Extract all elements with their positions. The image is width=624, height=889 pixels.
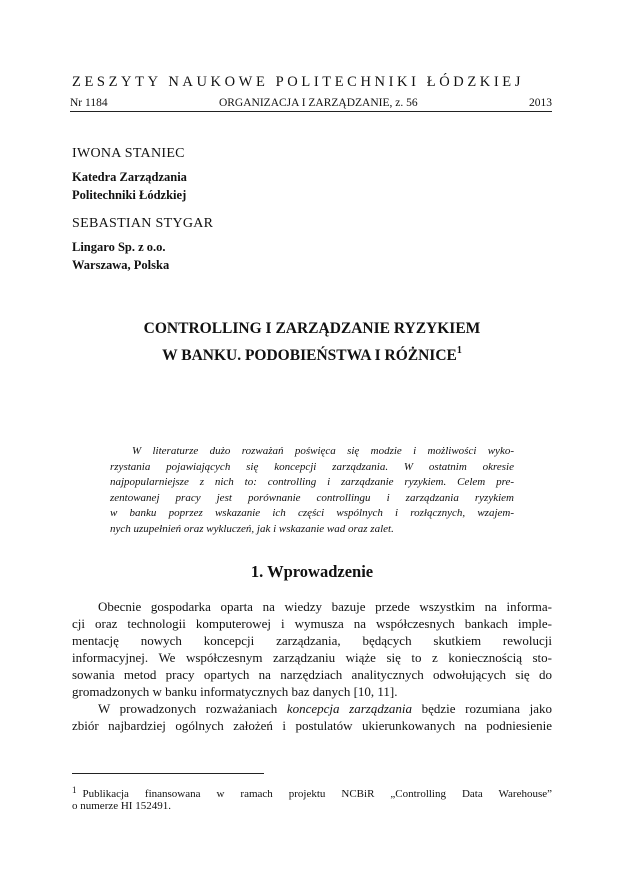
author-affiliation-2 [72, 238, 169, 274]
title-line-2 [72, 340, 552, 367]
abstract-line: zentowanej pracy jest porównanie controllingu i zarządzania ryzykiem [110, 491, 514, 504]
emphasis-term: koncepcja zarządzania [286, 701, 412, 716]
affiliation-line: Lingaro Sp. z o.o. [72, 240, 166, 254]
body-line: zbiór najbardziej ogólnych założeń i postulatów ukierunkowanych na podniesienie [72, 718, 552, 733]
body-line: cji oraz technologii komputerowej i wymusza na współczesnych bankach imple- [72, 616, 552, 631]
issue-year: 2013 [529, 97, 552, 109]
abstract-line: W literaturze dużo rozważań poświęca się modzie i możliwości wyko- [132, 445, 514, 457]
section-heading: 1. Wprowadzenie [250, 562, 374, 581]
abstract-line: nych uzupełnień oraz wykluczeń, jak i wskazanie wad oraz zalet. [110, 522, 394, 535]
abstract-line: rzystania pojawiających się koncepcji zarządzania. W ostatnim okresie [110, 460, 514, 473]
footnote-rule [72, 773, 264, 774]
body-line: mentację nowych koncepcji zarządzania, będących skutkiem rewolucji [72, 633, 552, 648]
issue-line [70, 97, 552, 112]
abstract-line: w banku poprzez wskazanie ich części wspólnych i rozłącznych, wzajem- [110, 507, 514, 519]
body-line: Obecnie gospodarka oparta na wiedzy bazuje przede wszystkim na informa- [98, 599, 552, 614]
body-line: sowania metod pracy opartych na narzędziach analitycznych odwołujących się do [72, 667, 552, 682]
footnote-text: Publikacja finansowana w ramach projektu NCBiR „Controlling Data Warehouse” [82, 788, 552, 800]
issue-number: Nr 1184 [70, 97, 108, 109]
issue-series: ORGANIZACJA I ZARZĄDZANIE, z. 56 [218, 97, 418, 109]
abstract-line: najpopularniejsze z nich to: controlling i zarządzanie ryzykiem. Celem pre- [110, 476, 514, 488]
body-line: gromadzonych w banku informatycznych baz danych [10, 11]. [72, 684, 398, 699]
affiliation-line: Katedra Zarządzania [72, 170, 187, 184]
paper-title [72, 318, 552, 367]
affiliation-line: Warszawa, Polska [72, 258, 170, 272]
footnote-mark: 1 [72, 785, 77, 795]
affiliation-line: Politechniki Łódzkiej [72, 188, 187, 202]
body-text-run: będzie rozumiana jako [412, 701, 552, 716]
body-text [72, 598, 552, 734]
footnote-line: o numerze HI 152491. [72, 800, 171, 812]
journal-title: ZESZYTY NAUKOWE POLITECHNIKI ŁÓDZKIEJ [72, 74, 525, 90]
title-line-2-text: W BANKU. PODOBIEŃSTWA I RÓŻNICE [162, 347, 457, 364]
author-affiliation-1 [72, 168, 187, 204]
abstract [110, 444, 514, 537]
footnote-line [72, 782, 552, 798]
body-text-run: W prowadzonych rozważaniach [98, 701, 287, 716]
body-line-with-emphasis [72, 700, 552, 717]
title-footnote-mark[interactable]: 1 [456, 345, 462, 356]
footnote [72, 782, 552, 814]
author-name-1: IWONA STANIEC [72, 146, 185, 161]
author-name-2: SEBASTIAN STYGAR [72, 216, 214, 231]
body-line: informacyjnej. We współczesnym zarządzaniu wiąże się to z koniecznością sto- [72, 650, 552, 665]
title-line-1: CONTROLLING I ZARZĄDZANIE RYZYKIEM [143, 320, 481, 337]
